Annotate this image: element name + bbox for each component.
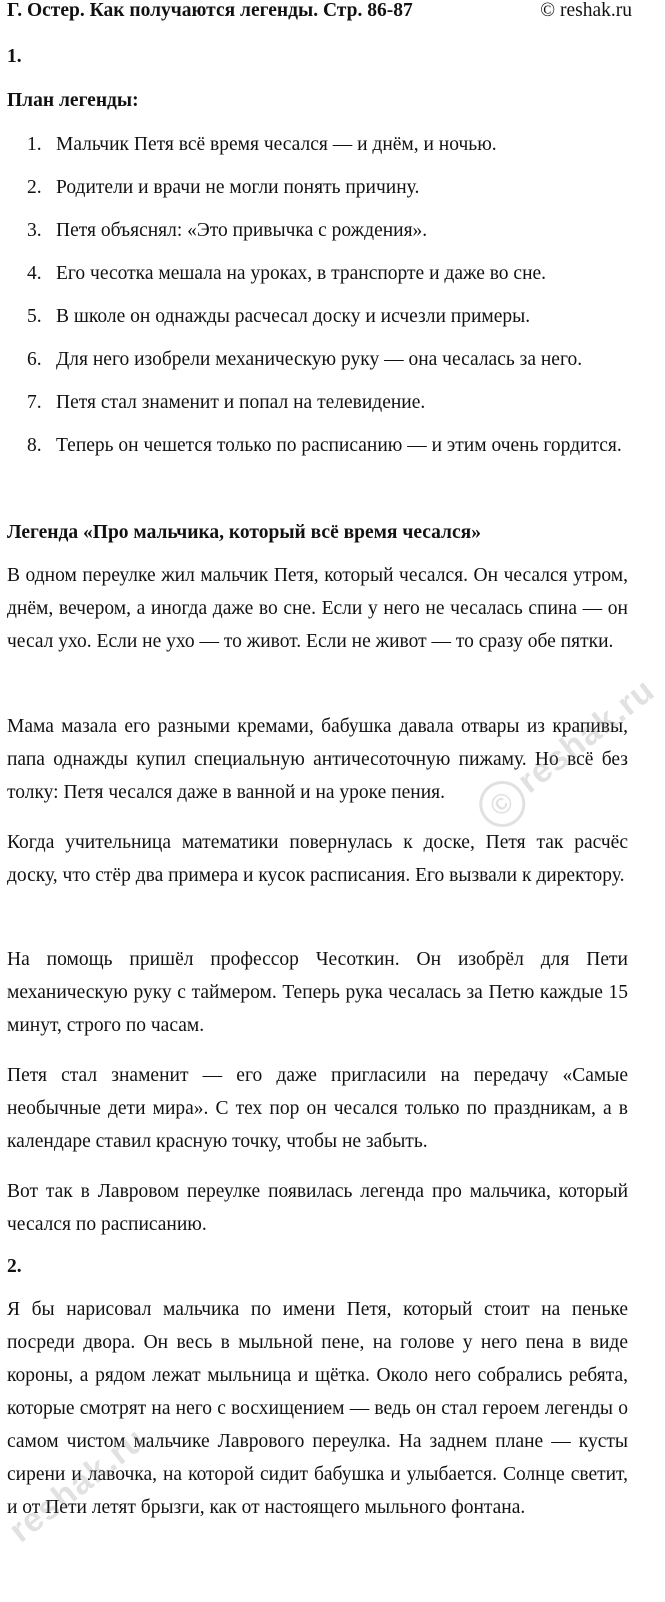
plan-item <box>0 257 638 290</box>
plan-item-number: 1. <box>27 134 42 155</box>
plan-item-text: Мальчик Петя всё время чесался — и днём, и ночью. <box>56 134 497 155</box>
plan-item-text: Для него изобрели механическую руку — она чесалась за него. <box>56 349 583 370</box>
plan-item-text: Петя объяснял: «Это привычка с рождения». <box>56 220 428 241</box>
legend-paragraph: Мама мазала его разными кремами, бабушка давала отвары из крапивы, папа однажды купил специальную античесоточную пижаму. Но всё без толку: Петя чесался даже в ванной и на уроке пения. <box>7 716 628 803</box>
watermark-text: reshak.ru <box>510 670 662 801</box>
legend-paragraph: Вот так в Лавровом переулке появилась легенда про мальчика, который чесался по расписанию. <box>7 1181 628 1235</box>
plan-item-number: 6. <box>27 349 42 370</box>
plan-item-number: 3. <box>27 220 42 241</box>
section-number-2: 2. <box>7 1256 22 1277</box>
legend-paragraph: Петя стал знаменит — его даже пригласили на передачу «Самые необычные дети мира». С тех пор он чесался только по праздникам, а в календаре ставил красную точку, чтобы не забыть. <box>7 1065 628 1152</box>
copyright-label: © reshak.ru <box>540 0 632 21</box>
watermark-text: reshak.ru <box>2 1420 154 1550</box>
plan-item-number: 2. <box>27 177 42 198</box>
legend-heading: Легенда «Про мальчика, который всё время чесался» <box>7 522 481 543</box>
plan-item-text: Его чесотка мешала на уроках, в транспорте и даже во сне. <box>56 263 547 284</box>
drawing-description: Я бы нарисовал мальчика по имени Петя, который стоит на пеньке посреди двора. Он весь в мыльной пене, на голове у него пена в виде короны, а рядом лежат мыльница и щётка. Около него собрались ребята, которые смотрят на него с восхищением — ведь он стал героем легенды о самом чистом мальчике Лаврового переулка. На заднем плане — кусты сирени и лавочка, на которой сидит бабушка и улыбается. Солнце светит, и от Пети летят брызги, как от настоящего мыльного фонтана. <box>7 1299 628 1518</box>
plan-item <box>0 429 638 462</box>
plan-item-number: 8. <box>27 435 42 456</box>
plan-item-text: Теперь он чешется только по расписанию — и этим очень гордится. <box>56 435 622 456</box>
plan-item-text: В школе он однажды расчесал доску и исчезли примеры. <box>56 306 531 327</box>
plan-item-number: 4. <box>27 263 42 284</box>
plan-item-number: 5. <box>27 306 42 327</box>
plan-item <box>0 214 638 247</box>
plan-item-text: Петя стал знаменит и попал на телевидение. <box>56 392 426 413</box>
page-title: Г. Остер. Как получаются легенды. Стр. 86-87 <box>7 0 413 21</box>
plan-list <box>0 128 638 472</box>
plan-item <box>0 343 638 376</box>
legend-paragraph: В одном переулке жил мальчик Петя, который чесался. Он чесался утром, днём, вечером, а иногда даже во сне. Если у него не чесалась спина — он чесал ухо. Если не ухо — то живот. Если не живот — то сразу обе пятки. <box>7 565 628 652</box>
page-header <box>7 0 632 24</box>
plan-item <box>0 386 638 419</box>
plan-item-text: Родители и врачи не могли понять причину. <box>56 177 420 198</box>
plan-item-number: 7. <box>27 392 42 413</box>
legend-paragraph: Когда учительница математики повернулась к доске, Петя так расчёс доску, что стёр два примера и кусок расписания. Его вызвали к директору. <box>7 832 628 886</box>
plan-item <box>0 128 638 161</box>
plan-item <box>0 300 638 333</box>
plan-heading: План легенды: <box>7 90 139 111</box>
copyright-symbol: © <box>470 772 535 837</box>
plan-item <box>0 171 638 204</box>
section-number-1: 1. <box>7 46 22 67</box>
legend-paragraph: На помощь пришёл профессор Чесоткин. Он изобрёл для Пети механическую руку с таймером. Теперь рука чесалась за Петю каждые 15 минут, строго по часам. <box>7 949 628 1036</box>
